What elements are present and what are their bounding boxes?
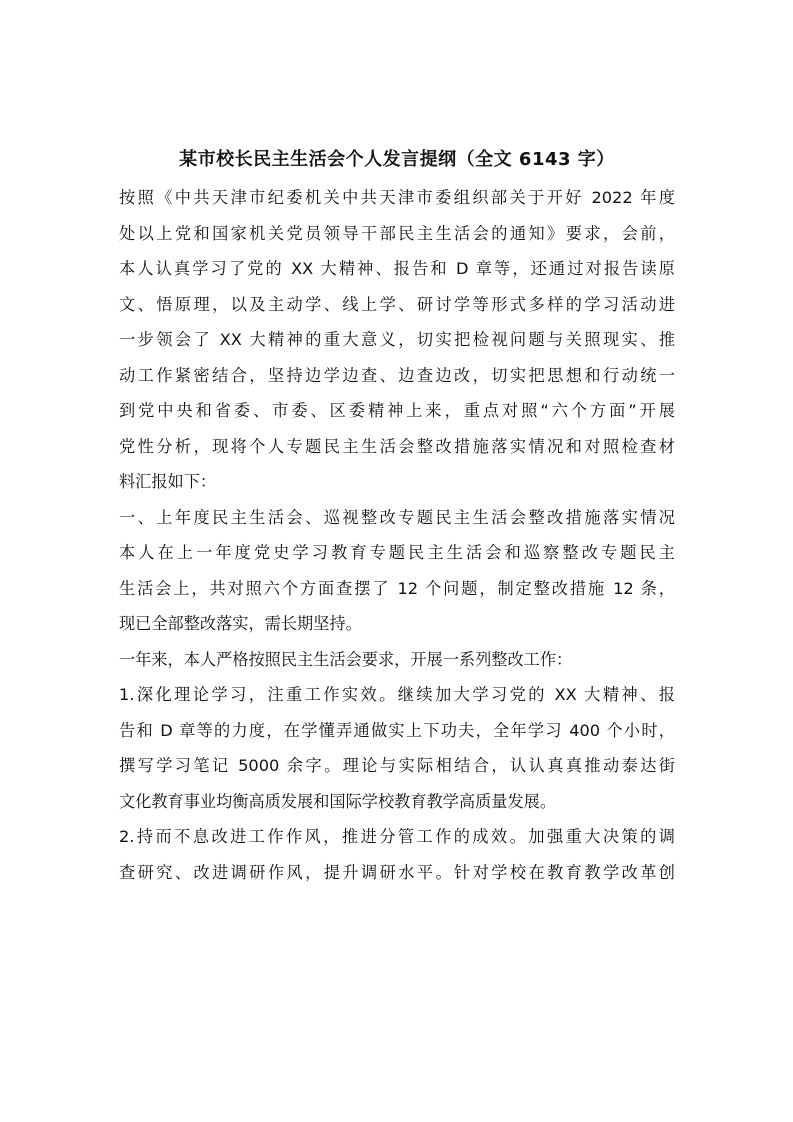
text-line: 一步领会了 XX 大精神的重大意义，切实把检视问题与关照现实、推	[119, 330, 675, 349]
text-line: 文化教育事业均衡高质发展和国际学校教育教学高质量发展。	[119, 791, 557, 811]
document-title: 某市校长民主生活会个人发言提纲（全文 6143 字）	[179, 149, 615, 170]
text-line: 文、悟原理，以及主动学、线上学、研讨学等形式多样的学习活动进	[119, 294, 675, 314]
text-line: 现已全部整改落实，需长期坚持。	[119, 614, 362, 633]
text-line: 按照《中共天津市纪委机关中共天津市委组织部关于开好 2022 年度	[119, 188, 675, 207]
section-heading	[119, 500, 675, 536]
document-body	[119, 140, 675, 890]
text-line: 1.深化理论学习，注重工作实效。继续加大学习党的 XX 大精神、报	[119, 685, 675, 704]
text-line: 一年来，本人严格按照民主生活会要求，开展一系列整改工作：	[119, 649, 573, 669]
paragraph-item-1	[119, 677, 675, 819]
text-line: 查研究、改进调研作风，提升调研水平。针对学校在教育教学改革创	[119, 862, 675, 882]
text-line: 一、上年度民主生活会、巡视整改专题民主生活会整改措施落实情况	[119, 507, 675, 527]
text-line: 动工作紧密结合，坚持边学边查、边查边改，切实把思想和行动统一	[119, 365, 675, 385]
text-line: 本人在上一年度党史学习教育专题民主生活会和巡察整改专题民主	[119, 543, 675, 562]
text-line: 2.持而不息改进工作作风，推进分管工作的成效。加强重大决策的调	[119, 827, 675, 846]
text-line: 料汇报如下：	[119, 472, 217, 491]
paragraph-overview	[119, 642, 675, 678]
text-line: 党性分析，现将个人专题民主生活会整改措施落实情况和对照检查材	[119, 436, 675, 456]
text-line: 到党中央和省委、市委、区委精神上来，重点对照“六个方面”开展	[119, 401, 675, 420]
paragraph-item-2	[119, 819, 675, 890]
text-line: 告和 D 章等的力度，在学懂弄通做实上下功夫，全年学习 400 个小时，	[119, 720, 675, 740]
text-line: 撰写学习笔记 5000 余字。理论与实际相结合，认认真真推动泰达街	[119, 756, 675, 775]
text-line: 生活会上，共对照六个方面查摆了 12 个问题，制定整改措施 12 条，	[119, 578, 675, 598]
text-line: 本人认真学习了党的 XX 大精神、报告和 D 章等，还通过对报告读原	[119, 259, 675, 278]
paragraph-summary	[119, 535, 675, 642]
paragraph-intro	[119, 180, 675, 500]
text-line: 处以上党和国家机关党员领导干部民主生活会的通知》要求，会前，	[119, 223, 675, 243]
